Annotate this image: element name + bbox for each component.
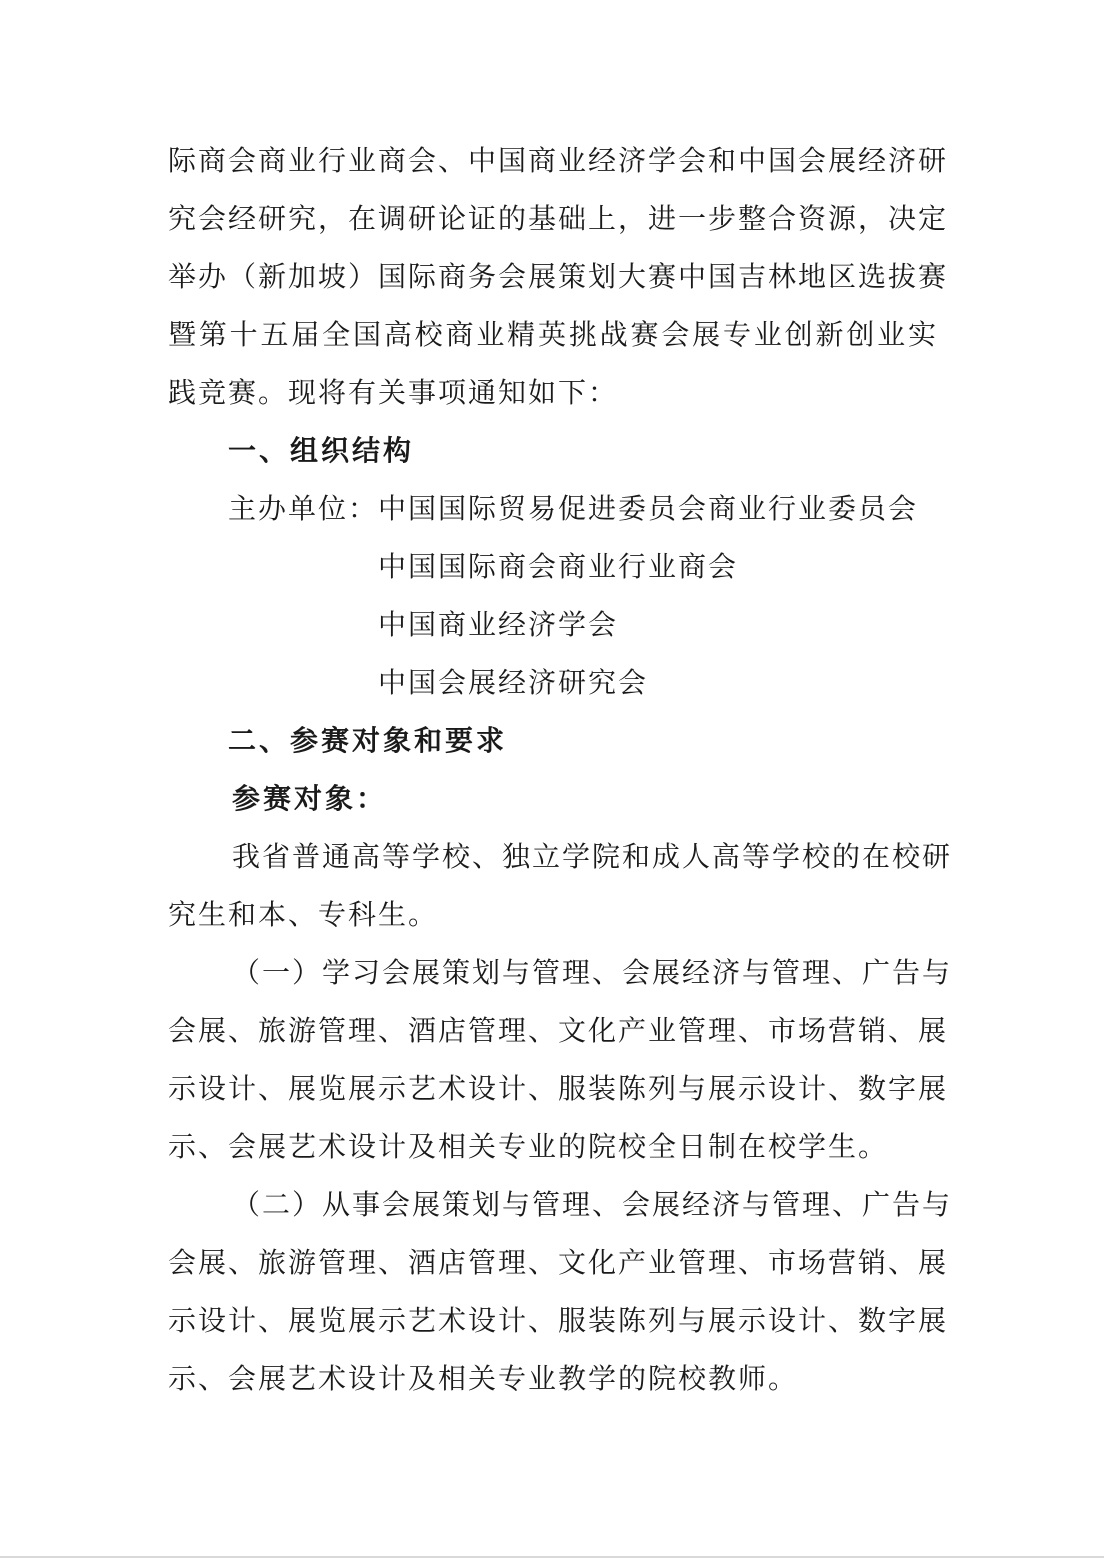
- item1-line-3: 示设计、展览展示艺术设计、服装陈列与展示设计、数字展: [168, 1072, 949, 1105]
- intro-line-4: 暨第十五届全国高校商业精英挑战赛会展专业创新创业实: [168, 318, 938, 351]
- item2-line-4: 示、会展艺术设计及相关专业教学的院校教师。: [168, 1362, 799, 1395]
- section-heading-organization: 一、组织结构: [228, 434, 415, 467]
- page-bottom-divider: [0, 1556, 1104, 1558]
- targets-line-1: 我省普通高等学校、独立学院和成人高等学校的在校研: [232, 840, 953, 873]
- item1-line-1: （一）学习会展策划与管理、会展经济与管理、广告与: [232, 956, 953, 989]
- organizer-item: 中国商业经济学会: [378, 608, 619, 641]
- intro-line-5: 践竞赛。现将有关事项通知如下：: [168, 376, 619, 409]
- organizer-label: 主办单位：: [228, 492, 379, 525]
- item2-line-2: 会展、旅游管理、酒店管理、文化产业管理、市场营销、展: [168, 1246, 949, 1279]
- intro-line-1: 际商会商业行业商会、中国商业经济学会和中国会展经济研: [168, 144, 949, 177]
- organizer-item: 中国国际商会商业行业商会: [378, 550, 739, 583]
- subheading-participants: 参赛对象：: [232, 782, 388, 815]
- targets-line-2: 究生和本、专科生。: [168, 898, 439, 931]
- item1-line-4: 示、会展艺术设计及相关专业的院校全日制在校学生。: [168, 1130, 889, 1163]
- organizer-item: 中国国际贸易促进委员会商业行业委员会: [378, 492, 919, 525]
- item2-line-1: （二）从事会展策划与管理、会展经济与管理、广告与: [232, 1188, 953, 1221]
- item1-line-2: 会展、旅游管理、酒店管理、文化产业管理、市场营销、展: [168, 1014, 949, 1047]
- intro-line-3: 举办（新加坡）国际商务会展策划大赛中国吉林地区选拔赛: [168, 260, 949, 293]
- organizer-item: 中国会展经济研究会: [378, 666, 649, 699]
- section-heading-participants: 二、参赛对象和要求: [228, 724, 508, 757]
- item2-line-3: 示设计、展览展示艺术设计、服装陈列与展示设计、数字展: [168, 1304, 949, 1337]
- intro-line-2: 究会经研究，在调研论证的基础上，进一步整合资源，决定: [168, 202, 949, 235]
